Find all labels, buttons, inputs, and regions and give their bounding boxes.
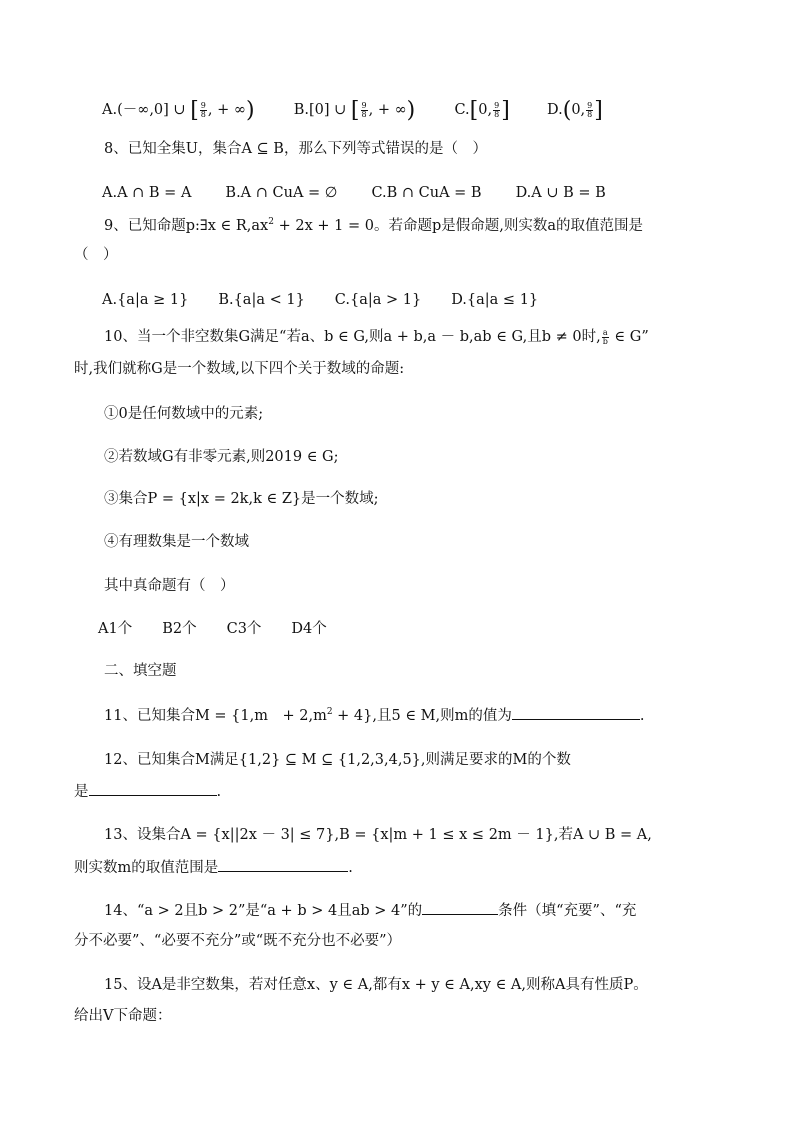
q9-option-b: B.{a|a < 1} [218,292,305,308]
q7-a-fraction [200,102,207,119]
q10-option-b: B2个 [162,621,197,637]
q7-a-post: , + ∞ [207,102,246,118]
q11-answer-blank[interactable] [512,705,640,720]
q13-line1: 13、设集合A = {x||2x － 3| ≤ 7},B = {x|m + 1 ≤ x ≤ 2m － 1},若A ∪ B = A, [104,827,652,843]
q7-option-b [293,98,420,123]
q7-b-fraction [361,102,368,119]
q10-item-3: ③集合P = {x|x = 2k,k ∈ Z}是一个数域; [104,491,379,507]
q10-stem-pre: 10、当一个非空数集G满足“若a、b ∈ G,则a + b,a － b,ab ∈ G,且b ≠ 0时, [104,329,601,345]
q8-option-b: B.A ∩ CuA = ∅ [225,185,338,201]
q15-line1: 15、设A是非空数集，若对任意x、y ∈ A,都有x + y ∈ A,xy ∈ A,则称A具有性质P。 [104,977,648,993]
q10-ask: 其中真命题有（ ） [104,578,235,594]
q14-line1 [104,900,636,921]
q7-d-frac-den: 8 [587,109,593,119]
q7-c-bracket-left: [ [469,98,479,123]
q9-options [102,290,538,310]
q11-end: . [639,708,645,724]
q11-post: + 4},且5 ∈ M,则m的值为 [332,708,512,724]
q7-option-d [547,98,603,123]
q9-stem-post: + 2x + 1 = 0。若命题p是假命题,则实数a的取值范围是 [273,218,643,234]
q14-answer-blank[interactable] [422,900,498,915]
q10-option-a: A1个 [98,621,133,637]
q7-c-frac-den: 8 [494,109,500,119]
q9-paren: （ ） [74,247,118,263]
q10-option-d: D4个 [291,621,327,637]
q9-stem-pre: 9、已知命题p:∃x ∈ R,ax [104,218,269,234]
q7-d-frac-num: 9 [587,100,593,110]
q12-end: . [216,784,222,800]
q12-answer-blank[interactable] [89,781,217,796]
q7-c-pre: C. [454,102,470,118]
q7-a-frac-den: 8 [200,109,206,119]
q7-d-bracket-left: ( [562,98,572,123]
q13-line2 [74,857,353,878]
q7-a-bracket-right: ) [245,98,255,123]
q10-frac-den: b [602,336,608,346]
q9-exponent: 2 [268,217,274,227]
q7-d-mid: 0, [571,102,586,118]
q8-option-d: D.A ∪ B = B [515,185,606,201]
q11-exponent: 2 [326,707,333,717]
q7-b-post: , + ∞ [368,102,407,118]
q7-d-bracket-right: ] [594,98,603,123]
q11 [104,705,644,726]
q7-d-fraction [586,102,593,119]
section-title: 二、填空题 [104,663,177,679]
q7-b-frac-num: 9 [361,100,367,110]
q10-stem-post: ∈ G” [609,329,649,345]
q7-option-c [454,98,514,123]
q12-line2 [74,781,221,802]
q11-pre: 11、已知集合M = {1,m + 2,m [104,708,327,724]
q13-line2-pre: 则实数m的取值范围是 [74,860,219,876]
q7-a-pre: A.(－∞,0] ∪ [102,102,191,118]
q8-stem: 8、已知全集U，集合A ⊆ B，那么下列等式错误的是（ ） [104,141,487,157]
q12-line1: 12、已知集合M满足{1,2} ⊆ M ⊆ {1,2,3,4,5},则满足要求的M的个数 [104,752,571,768]
q7-c-fraction [493,102,500,119]
q7-c-mid: 0, [478,102,493,118]
q10-options [98,619,327,639]
q10-fraction [602,329,609,346]
q8-options [102,183,606,203]
q10-stem-line2: 时,我们就称G是一个数域,以下四个关于数域的命题: [74,361,405,377]
q13-end: . [348,860,353,876]
q7-option-a [102,98,259,123]
q9-option-d: D.{a|a ≤ 1} [451,292,539,308]
q7-b-pre: B.[0] ∪ [293,102,351,118]
q7-c-frac-num: 9 [494,100,500,110]
q7-d-pre: D. [547,102,563,118]
q9-option-a: A.{a|a ≥ 1} [102,292,189,308]
q14-line2: 分不必要”、“必要不充分”或“既不充分也不必要”） [74,933,402,949]
q10-stem [104,327,649,347]
q10-item-1: ①0是任何数域中的元素; [104,406,264,422]
q13-answer-blank[interactable] [218,857,348,872]
q7-options [102,100,603,121]
q10-frac-num: a [602,327,608,337]
q8-option-a: A.A ∩ B = A [102,185,192,201]
q10-item-2: ②若数域G有非零元素,则2019 ∈ G; [104,449,339,465]
q15-line2: 给出Ⅴ下命题： [74,1008,172,1024]
q7-a-frac-num: 9 [200,100,206,110]
q10-item-4: ④有理数集是一个数域 [104,534,249,550]
q9-option-c: C.{a|a > 1} [334,292,422,308]
q7-a-bracket-left: [ [190,98,199,123]
q14-post: 条件（填“充要”、“充 [498,903,637,919]
q14-pre: 14、“a > 2且b > 2”是“a + b > 4且ab > 4”的 [104,903,423,919]
q10-option-c: C3个 [226,621,262,637]
q7-b-frac-den: 8 [361,109,367,119]
q9-stem [104,216,643,236]
q12-line2-pre: 是 [74,784,89,800]
q8-option-c: C.B ∩ CuA = B [371,185,482,201]
q7-b-bracket-right: ) [406,98,416,123]
q7-c-bracket-right: ] [501,98,510,123]
q7-b-bracket-left: [ [350,98,360,123]
